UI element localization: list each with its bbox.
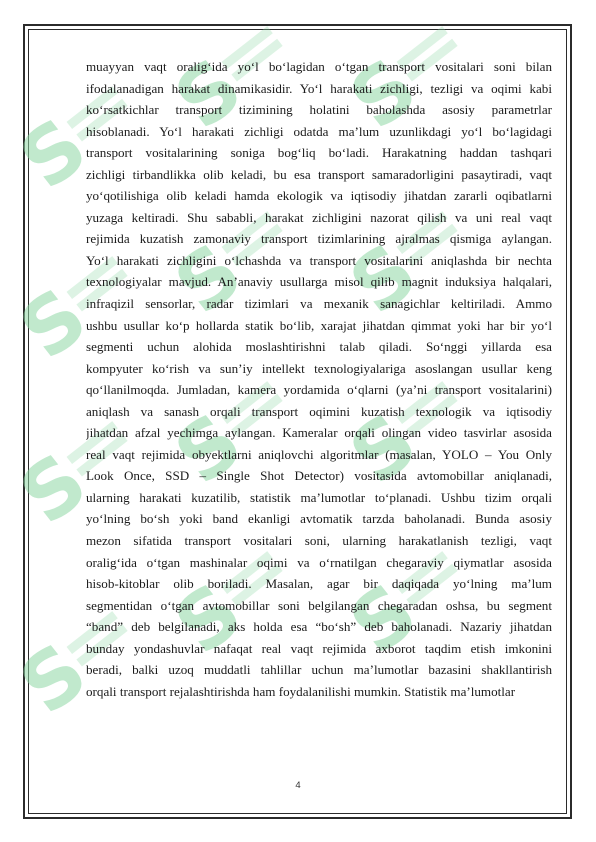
watermark-glyph: S xyxy=(334,41,434,148)
text-line: beradi, balki uzoq muddatli tahlillar uchun ma’lumotlar bazasini shakllantirish xyxy=(86,662,552,678)
text-line: hisoblanadi. Yo‘l harakati zichligi odatda ma’lum uzunlikdagi yo‘l bo‘lagidagi xyxy=(86,123,552,139)
text-line: yo‘lning bo‘sh yoki band ekanligi avtomatik tarzda baholanadi. Bunda asosiy xyxy=(86,511,552,527)
watermark-glyph: S xyxy=(4,436,104,543)
watermark-glyph: S xyxy=(4,271,104,378)
text-line: zichligi tirbandlikka olib keladi, bu esa transport samaradorligini pasaytiradi, vaqt xyxy=(86,166,552,182)
watermark-glyph: S xyxy=(4,101,104,208)
text-line: yo‘qotilishiga olib keladi hamda ekologik va iqtisodiy jihatdan zararli oqibatlarni xyxy=(86,188,552,204)
text-line: ushbu usullar ko‘p hollarda statik bo‘lib, xarajat jihatdan qimmat yoki har bir yo‘l xyxy=(86,317,552,333)
text-line: oralig‘ida o‘tgan mashinalar oqimi va o‘rnatilgan chegaraviy qiymatlar asosida xyxy=(86,554,552,570)
text-line: aniqlash va sanash orqali transport oqimini kuzatish texnologik va iqtisodiy xyxy=(86,403,552,419)
text-line: jihatdan afzal yechimga aylangan. Kameralar orqali olingan video tasvirlar asosida xyxy=(86,425,552,441)
text-line: hisob-kitoblar olib boriladi. Masalan, agar bir daqiqada yo‘lning ma’lum xyxy=(86,576,552,592)
text-line: ifodalanadigan harakat dinamikasidir. Yo‘l harakati zichligi, tezligi va oqimi kabi xyxy=(86,80,552,96)
body-text xyxy=(86,56,552,702)
watermark-glyph: S xyxy=(159,566,259,673)
text-line: segmentidan o‘tgan avtomobillar soni belgilangan chegaradan oshsa, bu segment xyxy=(86,597,552,613)
watermark-glyph: S xyxy=(334,226,434,333)
text-line: Look Once, SSD – Single Shot Detector) vositasida avtomobillar aniqlanadi, xyxy=(86,468,552,484)
text-line: transport vositalarining soniga bog‘liq bo‘ladi. Harakatning haddan tashqari xyxy=(86,145,552,161)
text-line: ularning harakati kuzatilib, statistik ma’lumotlar to‘planadi. Ushbu tizim orqali xyxy=(86,489,552,505)
text-line: bunday yondashuvlar nafaqat real vaqt rejimida axborot taqdim etish imkonini xyxy=(86,640,552,656)
text-line: segmenti uchun alohida moslashtirishni talab qiladi. So‘nggi yillarda esa xyxy=(86,339,552,355)
text-line: texnologiyalar mavjud. An’anaviy usullarga misol qilib magnit induksiya halqalari, xyxy=(86,274,552,290)
watermark-glyph: S xyxy=(159,396,259,503)
watermark-glyph: S xyxy=(4,626,104,733)
text-line: muayyan vaqt oralig‘ida yo‘l bo‘lagidan o‘tgan transport vositalari soni bilan xyxy=(86,59,552,74)
text-line: yuzaga keltiradi. Shu sababli, harakat zichligini nazorat qilish va uni real vaqt xyxy=(86,209,552,225)
text-line: orqali transport rejalashtirishda ham foydalanilishi mumkin. Statistik ma’lumotlar xyxy=(86,683,516,699)
text-line: Yo‘l harakati zichligini o‘lchashda va transport vositalarini aniqlashda bir nechta xyxy=(86,252,552,268)
watermark-glyph: S xyxy=(159,41,259,148)
text-line: real vaqt rejimida obyektlarni aniqlovchi algoritmlar (masalan, YOLO – You Only xyxy=(86,446,552,462)
text-line: rejimida kuzatish zamonaviy transport tizimlarining ajralmas qismiga aylangan. xyxy=(86,231,552,247)
text-line: qo‘llanilmoqda. Jumladan, kamera yordamida o‘qlarni (ya’ni transport vositalarini) xyxy=(86,382,552,398)
text-line: “band” deb belgilanadi, aks holda esa “bo‘sh” deb baholanadi. Nazariy jihatdan xyxy=(86,619,552,635)
watermark-glyph: S xyxy=(334,566,434,673)
watermark-glyph: S xyxy=(159,226,259,333)
watermark-glyph: S xyxy=(334,396,434,503)
page-number: 4 xyxy=(295,780,301,791)
text-line: kompyuter ko‘rish va sun’iy intellekt texnologiyalariga asoslangan usullar keng xyxy=(86,360,552,376)
text-line: infraqizil sensorlar, radar tizimlari va mexanik sanagichlar keltiriladi. Ammo xyxy=(86,296,552,312)
text-line: ko‘rsatkichlar transport tizimining holatini baholashda asosiy parametrlar xyxy=(86,102,552,118)
text-line: mezon sifatida transport vositalari soni, ularning harakatlanish tezligi, vaqt xyxy=(86,533,552,549)
